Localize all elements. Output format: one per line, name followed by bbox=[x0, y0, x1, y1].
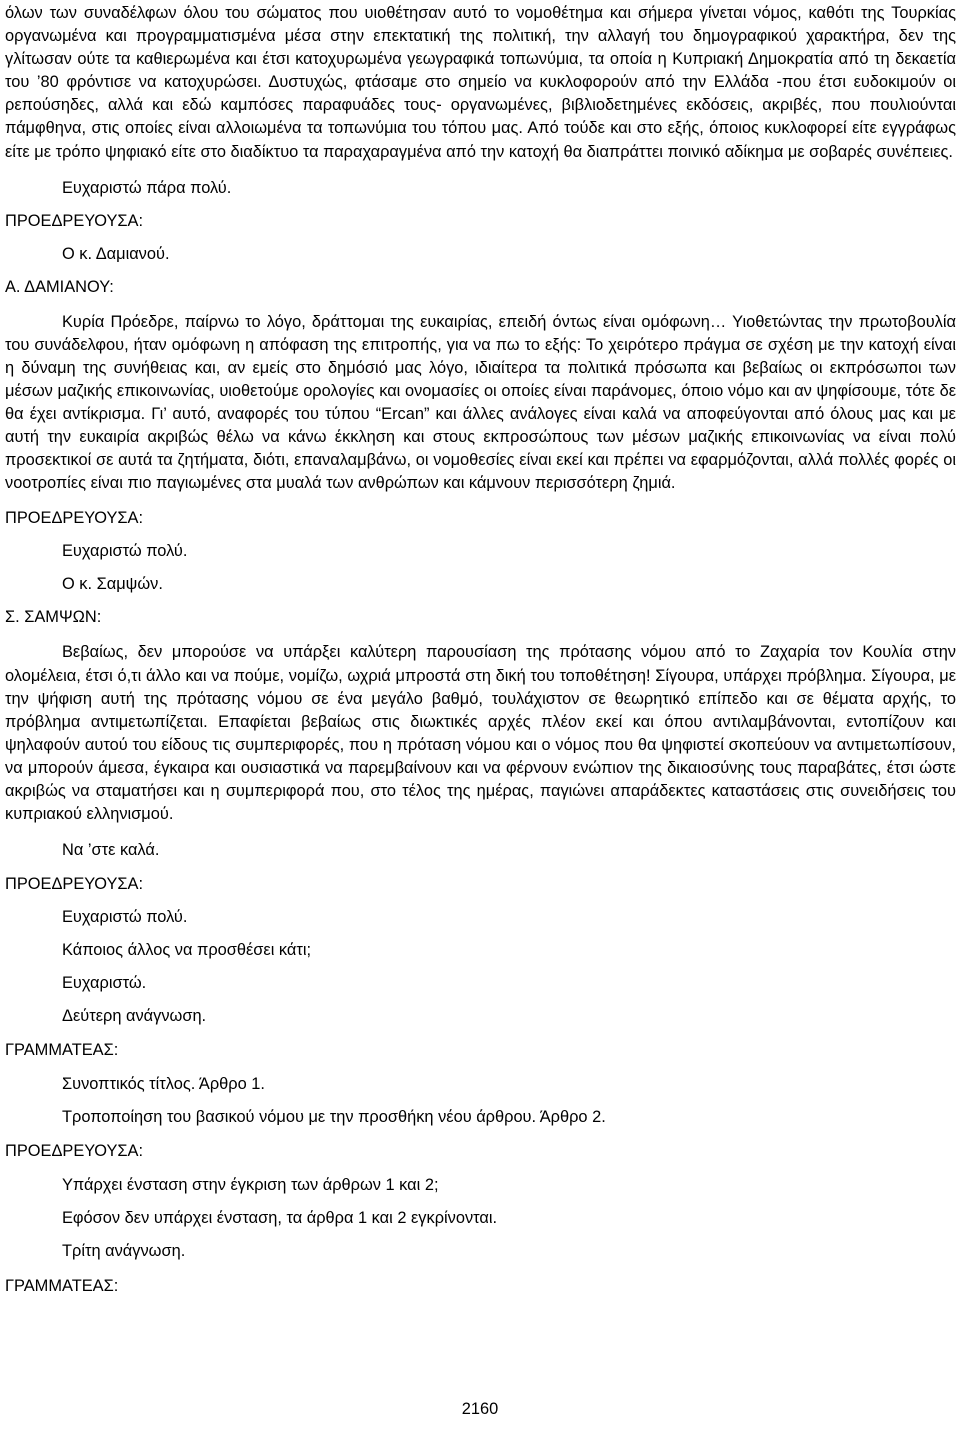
speaker-label: ΠΡΟΕΔΡΕΥΟΥΣΑ: bbox=[5, 1142, 144, 1161]
article-reading: Τροποποίηση του βασικού νόμου με την προσθήκη νέου άρθρου. Άρθρο 2. bbox=[62, 1108, 606, 1127]
body-paragraph: Κυρία Πρόεδρε, παίρνω το λόγο, δράττομαι της ευκαιρίας, επειδή όντως είναι ομόφωνη… Υιοθετώντας την πρωτοβουλία του συνάδελφου, ήταν ομόφωνη η απόφαση της επιτροπής, για να πω το εξής: Το χειρότερο πράγμα σε σχέση με την κατοχή είναι η δύναμη της συνήθειας και, αν εμείς στο δημόσιό μας λόγο, ιδιαίτερα τα πολιτικά πρόσωπα και βεβαίως οι εκπρόσωποι των μέσων μαζικής επικοινωνίας, υιοθετούμε ορολογίες και ονομασίες οι οποίες είναι παράνομες, όποιο νόμο και αν ψηφίσουμε, τότε δε θα έχει αντίκρισμα. Γι’ αυτό, αναφορές του τύπου “Ercan” και άλλες ανάλογες είναι καλά να αποφεύγονται από όλους μας και με αυτή την ευκαιρία ακριβώς θέλω να κάνω έκκληση και στους εκπροσώπους των μέσων μαζικής επικοινωνίας να είναι πολύ προσεκτικοί σε αυτά τα ζητήματα, διότι, επαναλαμβάνω, οι νομοθεσίες είναι εκεί και πρέπει να εφαρμόζονται, αλλά πολλές φορές οι νοοτροπίες είναι πιο παγιωμένες στα μυαλά των ανθρώπων και κάμνουν περισσότερη ζημιά. bbox=[5, 312, 956, 493]
chair-question: Υπάρχει ένσταση στην έγκριση των άρθρων 1 και 2; bbox=[62, 1176, 439, 1195]
speaker-label: ΠΡΟΕΔΡΕΥΟΥΣΑ: bbox=[5, 509, 144, 528]
speaker-label: ΓΡΑΜΜΑΤΕΑΣ: bbox=[5, 1041, 119, 1060]
page-number: 2160 bbox=[461, 1400, 499, 1418]
procedure-step: Δεύτερη ανάγνωση. bbox=[62, 1007, 207, 1026]
closing-remark: Ευχαριστώ. bbox=[62, 974, 147, 993]
speaker-call: Ο κ. Δαμιανού. bbox=[62, 244, 170, 263]
closing-remark: Ευχαριστώ πολύ. bbox=[62, 908, 188, 927]
article-reading: Συνοπτικός τίτλος. Άρθρο 1. bbox=[62, 1075, 265, 1094]
transcript-page bbox=[5, 0, 956, 1298]
closing-remark: Ευχαριστώ πάρα πολύ. bbox=[62, 178, 232, 197]
chair-question: Κάποιος άλλος να προσθέσει κάτι; bbox=[62, 941, 312, 960]
procedure-step: Τρίτη ανάγνωση. bbox=[62, 1242, 186, 1261]
approval-statement: Εφόσον δεν υπάρχει ένσταση, τα άρθρα 1 και 2 εγκρίνονται. bbox=[62, 1209, 498, 1228]
speaker-label: ΠΡΟΕΔΡΕΥΟΥΣΑ: bbox=[5, 875, 144, 894]
speaker-label: Α. ΔΑΜΙΑΝΟΥ: bbox=[5, 277, 114, 296]
speaker-label: ΠΡΟΕΔΡΕΥΟΥΣΑ: bbox=[5, 211, 144, 230]
closing-remark: Να ’στε καλά. bbox=[62, 841, 160, 860]
body-paragraph: Βεβαίως, δεν μπορούσε να υπάρξει καλύτερη παρουσίαση της πρότασης νόμου από το Ζαχαρία τον Κουλία στην ολομέλεια, έτσι ό,τι άλλο και να πούμε, νομίζω, ωχριά μπροστά στη δική του τοποθέτηση! Σίγουρα, υπάρχει πρόβλημα. Σίγουρα, με την ψήφιση αυτή της πρότασης νόμου σε ένα μεγάλο βαθμό, τουλάχιστον σε θεωρητικό επίπεδο και σε θέματα αρχής, το πρόβλημα αντιμετωπίζεται. Επαφίεται βεβαίως στις διωκτικές αρχές πλέον εκεί και όπου αντιλαμβάνονται, εντοπίζουν και ψηλαφούν αυτού του είδους τις συμπεριφορές, που η πρόταση νόμου και ο νόμος που θα ψηφιστεί σκοπεύουν να αντιμετωπίσουν, να μπορούν άμεσα, έγκαιρα και ουσιαστικά να παρεμβαίνουν και να φέρνουν ενώπιον της δικαιοσύνης τους παραβάτες, έτσι ώστε ακριβώς να σταματήσει και η συμπεριφορά που, στο τέλος της ημέρας, παγιώνει απαράδεκτες καταστάσεις στις συνειδήσεις του κυπριακού ελληνισμού. bbox=[5, 643, 956, 824]
speaker-label: Σ. ΣΑΜΨΩΝ: bbox=[5, 608, 102, 627]
closing-remark: Ευχαριστώ πολύ. bbox=[62, 542, 188, 561]
speaker-call: Ο κ. Σαμψών. bbox=[62, 575, 163, 594]
speaker-label: ΓΡΑΜΜΑΤΕΑΣ: bbox=[5, 1277, 119, 1296]
body-paragraph: όλων των συναδέλφων όλου του σώματος που υιοθέτησαν αυτό το νομοθέτημα και σήμερα γίνεται νόμος, καθότι της Τουρκίας οργανωμένα και προγραμματισμένα μέσα στην επεκτατική της πολιτική, την αλλαγή του δημογραφικού χαρακτήρα, δεν της γλίτωσαν ούτε τα καθιερωμένα και έτσι κατοχυρωμένα γεωγραφικά τοπωνύμια, τα οποία η Κυπριακή Δημοκρατία από τη δεκαετία του ’80 φρόντισε να κατοχυρώσει. Δυστυχώς, φτάσαμε στο σημείο να κυκλοφορούν από την Ελλάδα -που έτσι ευδοκιμούν οι ρεπούσηδες, αλλά και εδώ καμπόσες παραφυάδες τους- οργανωμένες, βιβλιοδετημένες εκδόσεις, ακριβές, που πουλιούνται πάμφθηνα, στις οποίες είναι αλλοιωμένα τα τοπωνύμια του τόπου μας. Από τούδε και στο εξής, όποιος κυκλοφορεί είτε εγγράφως είτε με τρόπο ψηφιακό είτε στο διαδίκτυο τα παραχαραγμένα από την κατοχή θα διαπράττει ποινικό αδίκημα με σοβαρές συνέπειες. bbox=[5, 4, 956, 161]
